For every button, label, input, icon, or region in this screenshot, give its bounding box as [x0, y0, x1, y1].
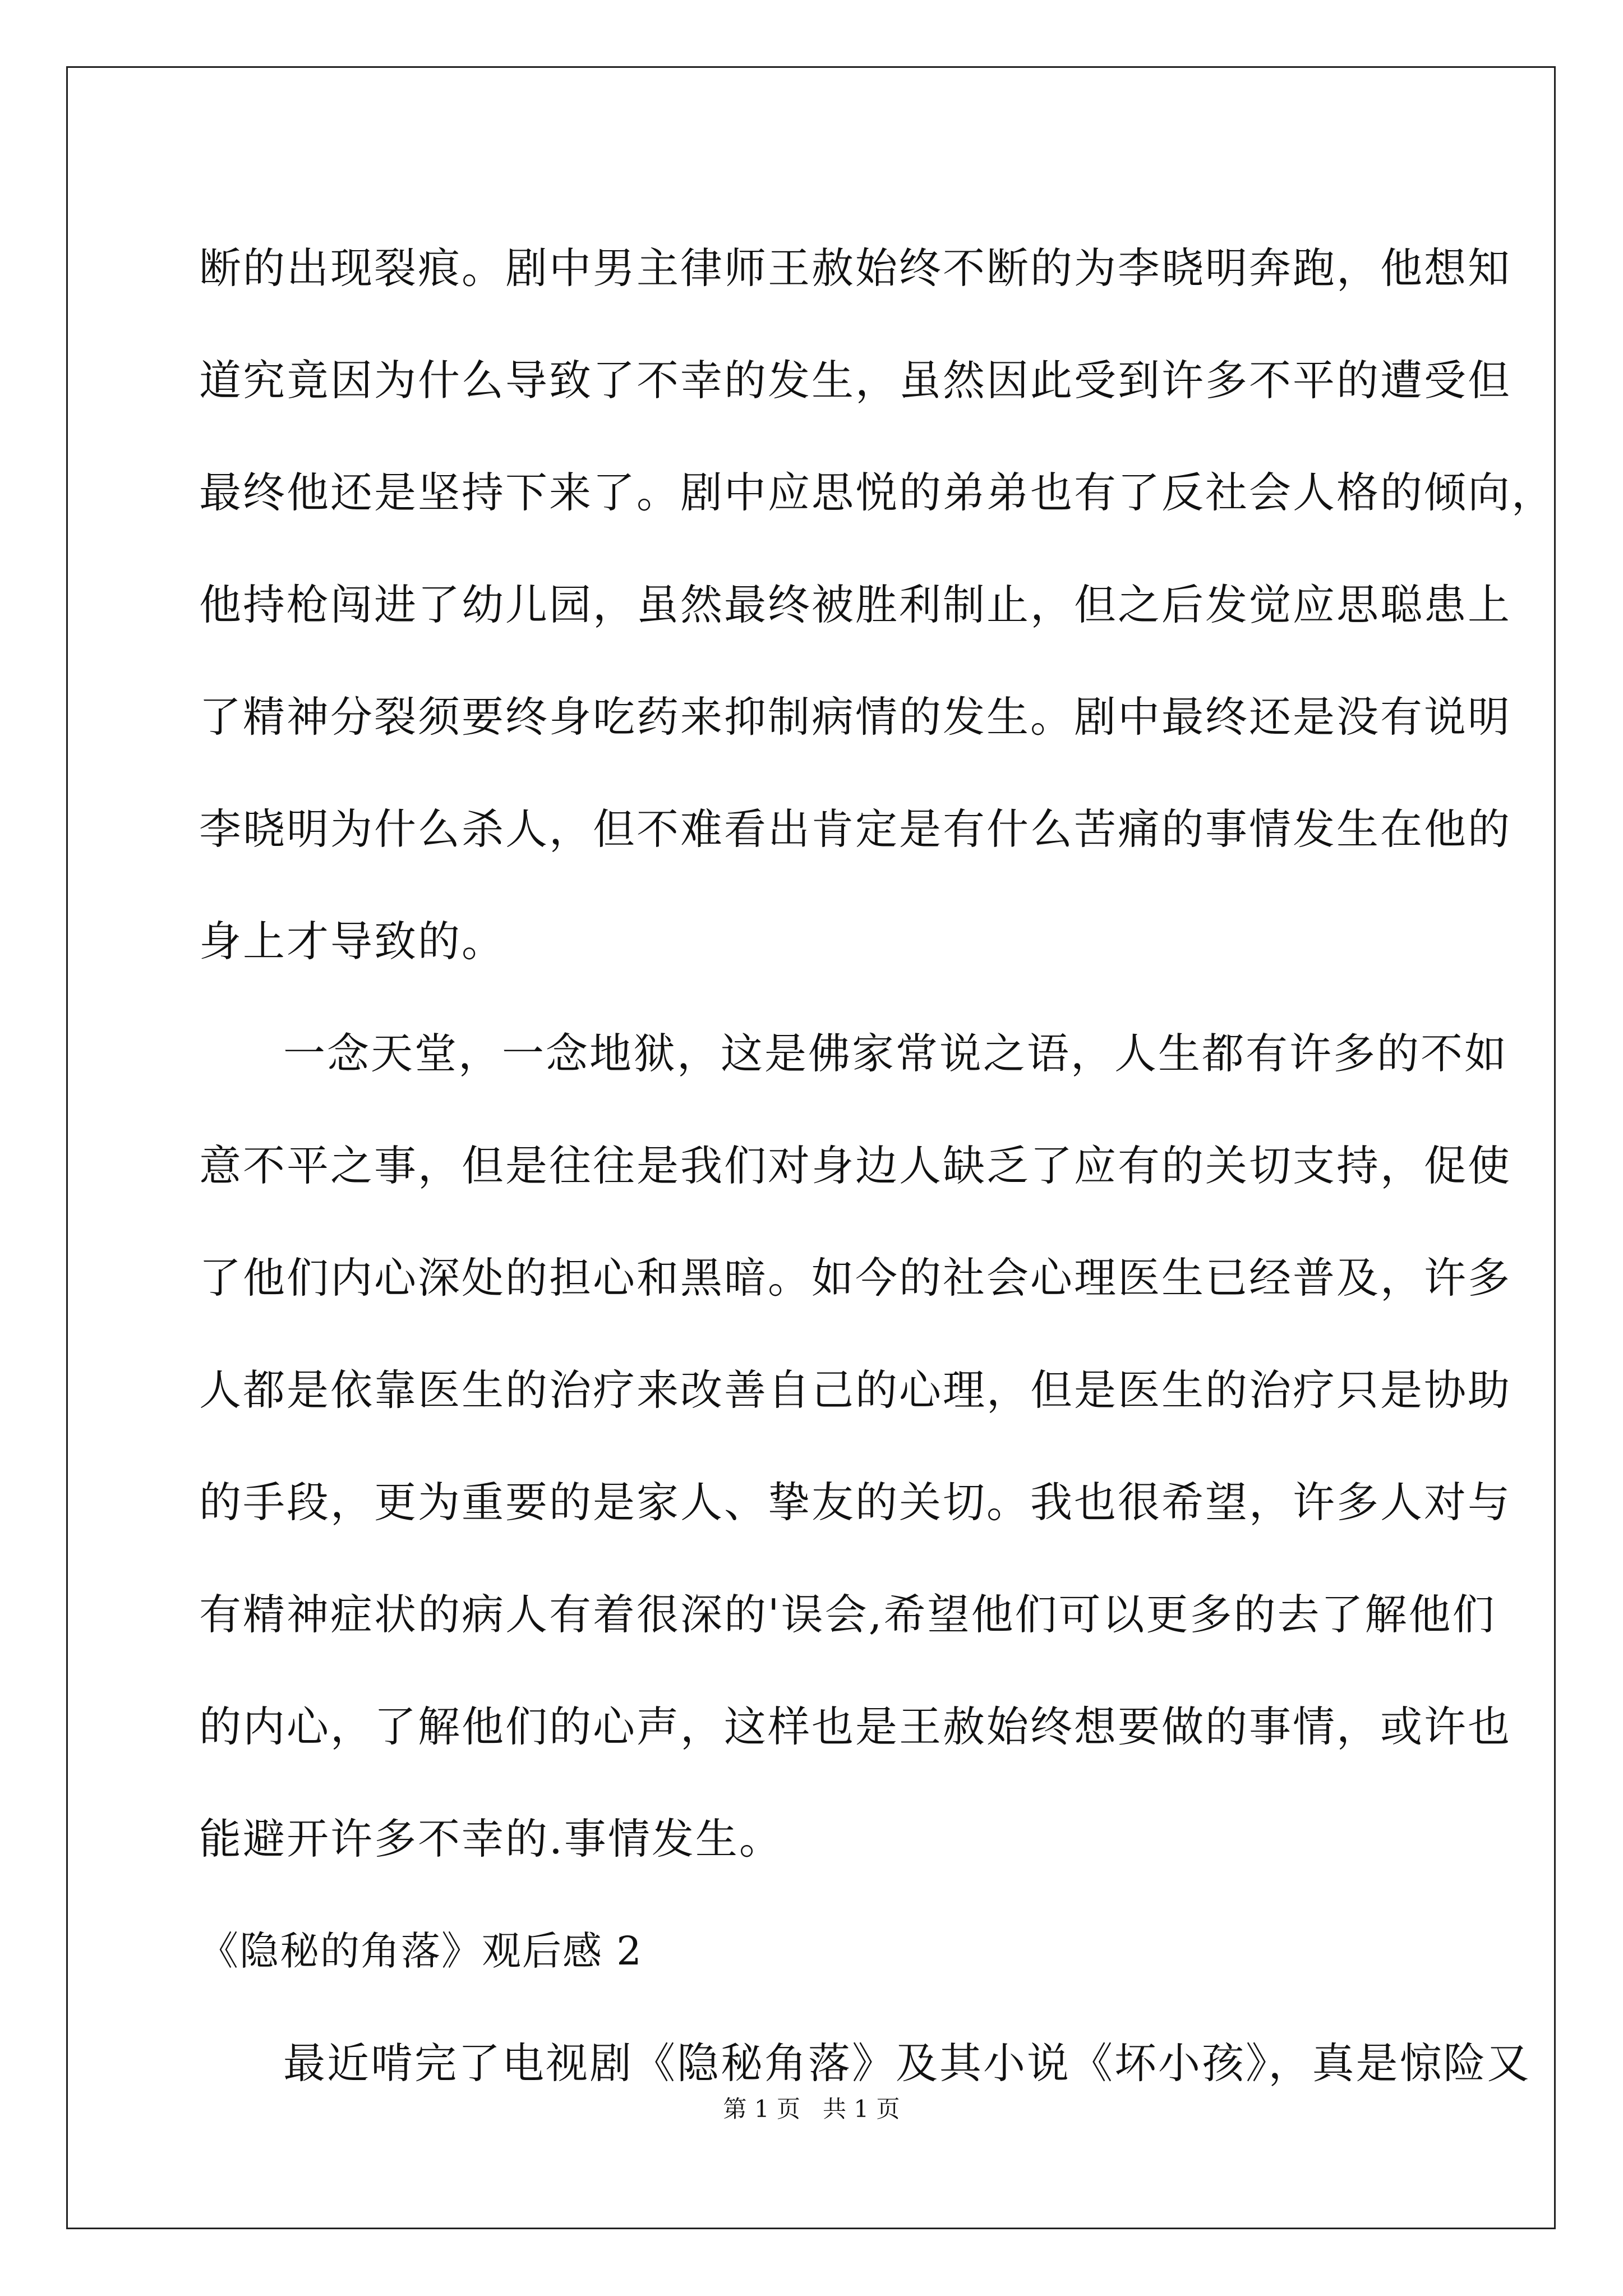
text-line: 能避开许多不幸的.事情发生。 [199, 1814, 783, 1864]
text-line: 的手段，更为重要的是家人、挚友的关切。我也很希望，许多人对与 [199, 1478, 1512, 1527]
page-footer: 第 1 页 共 1 页 [723, 2095, 900, 2123]
text-line: 李晓明为什么杀人，但不难看出肯定是有什么苦痛的事情发生在他的 [199, 804, 1512, 854]
text-line: 人都是依靠医生的治疗来改善自己的心理，但是医生的治疗只是协助 [199, 1365, 1512, 1415]
text-line: 意不平之事，但是往往是我们对身边人缺乏了应有的关切支持，促使 [199, 1141, 1512, 1190]
text-line: 最终他还是坚持下来了。剧中应思悦的弟弟也有了反社会人格的倾向， [199, 468, 1556, 517]
text-line: 他持枪闯进了幼儿园，虽然最终被胜利制止，但之后发觉应思聪患上 [199, 580, 1512, 629]
text-line: 了他们内心深处的担心和黑暗。如今的社会心理医生已经普及，许多 [199, 1253, 1512, 1303]
text-line: 一念天堂，一念地狱，这是佛家常说之语，人生都有许多的不如 [283, 1029, 1509, 1078]
text-line: 的内心，了解他们的心声，这样也是王赦始终想要做的事情，或许也 [199, 1702, 1512, 1751]
text-line: 了精神分裂须要终身吃药来抑制病情的发生。剧中最终还是没有说明 [199, 692, 1512, 742]
section-heading: 《隐秘的角落》观后感 2 [199, 1928, 643, 1974]
document-body [199, 212, 1556, 2119]
text-line: 道究竟因为什么导致了不幸的发生，虽然因此受到许多不平的遭受但 [199, 356, 1512, 405]
text-line: 有精神症状的病人有着很深的'误会,希望他们可以更多的去了解他们 [199, 1590, 1496, 1639]
text-line: 最近啃完了电视剧《隐秘角落》及其小说《坏小孩》，真是惊险又 [283, 2039, 1531, 2088]
text-line: 断的出现裂痕。剧中男主律师王赦始终不断的为李晓明奔跑，他想知 [199, 243, 1512, 293]
text-line: 身上才导致的。 [199, 917, 506, 966]
